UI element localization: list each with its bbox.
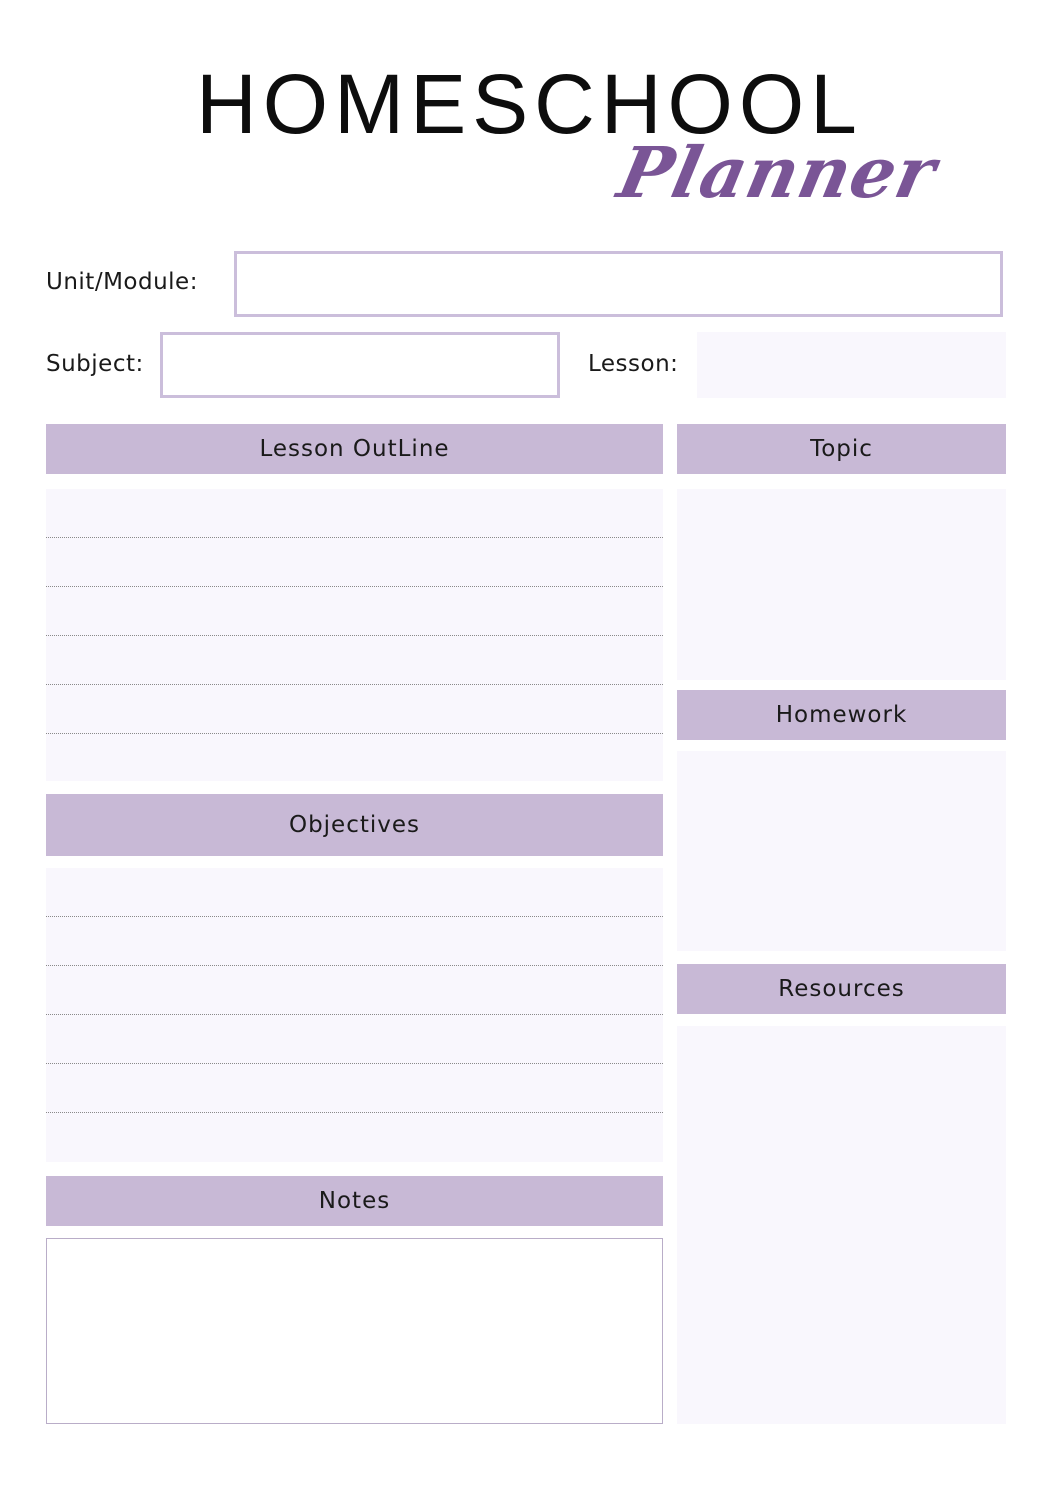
- writing-line: [46, 685, 663, 734]
- unit-module-label: Unit/Module:: [46, 269, 198, 295]
- writing-line: [46, 868, 663, 917]
- writing-line: [46, 587, 663, 636]
- writing-line: [46, 538, 663, 587]
- writing-line: [46, 966, 663, 1015]
- homework-area[interactable]: [677, 751, 1006, 951]
- writing-line: [46, 1015, 663, 1064]
- lesson-outline-area[interactable]: [46, 489, 663, 781]
- writing-line: [46, 734, 663, 783]
- lesson-outline-header: Lesson OutLine: [46, 424, 663, 474]
- notes-area[interactable]: [46, 1238, 663, 1424]
- writing-line: [46, 489, 663, 538]
- unit-module-field[interactable]: [234, 251, 1003, 317]
- writing-line: [46, 636, 663, 685]
- subject-label: Subject:: [46, 351, 144, 377]
- lesson-label: Lesson:: [588, 351, 679, 377]
- objectives-area[interactable]: [46, 868, 663, 1162]
- subject-field[interactable]: [160, 332, 560, 398]
- resources-header: Resources: [677, 964, 1006, 1014]
- writing-line: [46, 1064, 663, 1113]
- homework-header: Homework: [677, 690, 1006, 740]
- topic-header: Topic: [677, 424, 1006, 474]
- topic-area[interactable]: [677, 489, 1006, 680]
- objectives-header: Objectives: [46, 794, 663, 856]
- page-subtitle: Planner: [611, 131, 944, 214]
- writing-line: [46, 917, 663, 966]
- lesson-field[interactable]: [697, 332, 1006, 398]
- resources-area[interactable]: [677, 1026, 1006, 1424]
- page-title: HOMESCHOOL: [196, 57, 863, 151]
- writing-line: [46, 1113, 663, 1162]
- notes-header: Notes: [46, 1176, 663, 1226]
